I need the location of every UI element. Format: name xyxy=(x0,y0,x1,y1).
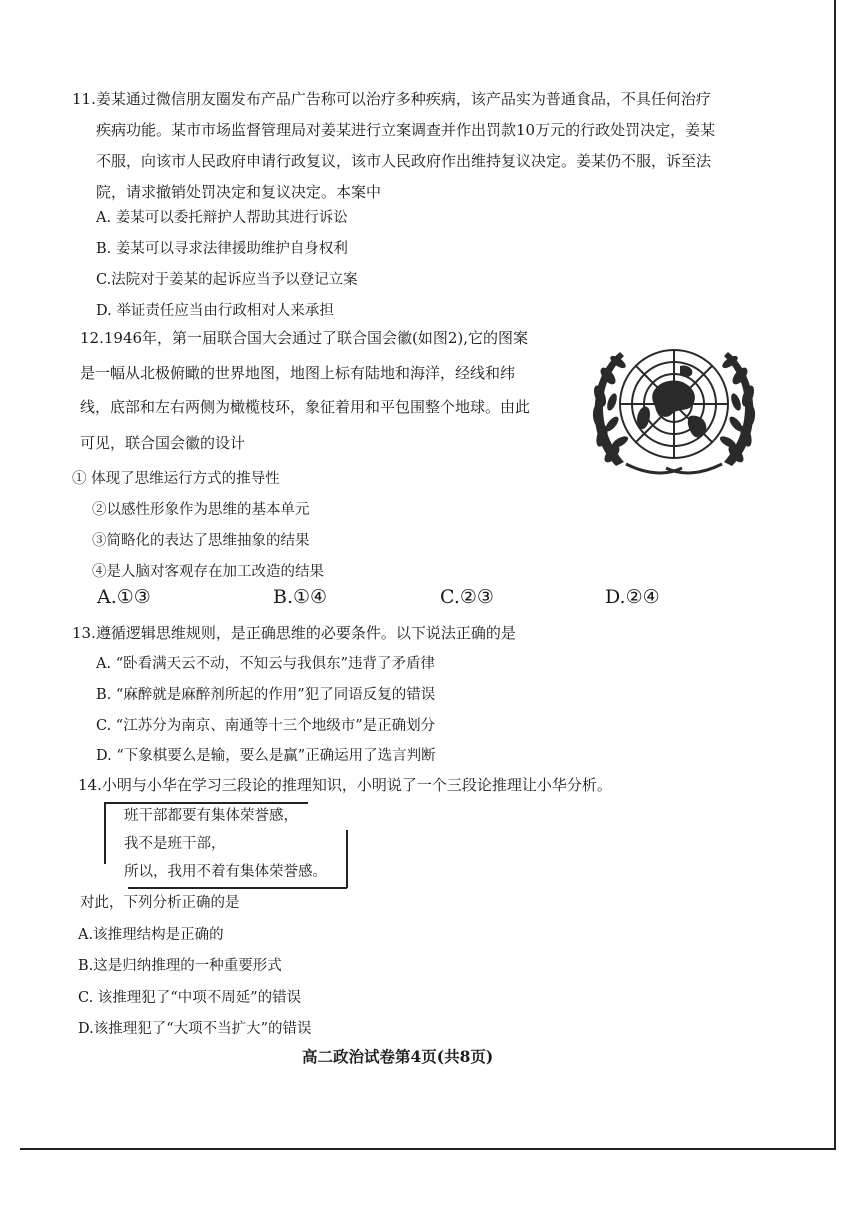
syllogism-minor-premise: 我不是班干部， xyxy=(124,836,226,852)
q12-statement-3: ③简略化的表达了思维抽象的结果 xyxy=(92,533,310,549)
q12-line-1: 12.1946年，第一届联合国大会通过了联合国会徽(如图2),它的图案 xyxy=(80,329,529,347)
page-right-border xyxy=(834,0,836,1150)
syllogism-major-premise: 班干部都要有集体荣誉感， xyxy=(124,808,298,824)
q11-line-4: 院，请求撤销处罚决定和复议决定。本案中 xyxy=(96,183,382,201)
q12-line-2: 是一幅从北极俯瞰的世界地图，地图上标有陆地和海洋，经线和纬 xyxy=(80,364,516,382)
q13-option-d: D. “下象棋要么是输，要么是赢”正确运用了选言判断 xyxy=(96,748,436,764)
q12-statement-1: ① 体现了思维运行方式的推导性 xyxy=(72,471,280,487)
q13-stem: 13.遵循逻辑思维规则，是正确思维的必要条件。以下说法正确的是 xyxy=(72,624,516,642)
q14-stem: 14.小明与小华在学习三段论的推理知识，小明说了一个三段论推理让小华分析。 xyxy=(78,776,612,794)
q14-lead: 对此，下列分析正确的是 xyxy=(80,895,240,911)
page-bottom-line xyxy=(20,1148,836,1150)
q14-option-a: A.该推理结构是正确的 xyxy=(78,927,224,943)
q11-option-d: D. 举证责任应当由行政相对人来承担 xyxy=(96,303,334,319)
q13-option-b: B. “麻醉就是麻醉剂所起的作用”犯了同语反复的错误 xyxy=(96,687,436,703)
q12-statement-4: ④是人脑对客观存在加工改造的结果 xyxy=(92,564,324,580)
q14-option-c: C. 该推理犯了“中项不周延”的错误 xyxy=(78,990,302,1006)
page-footer: 高二政治试卷第4页(共8页) xyxy=(302,1047,494,1066)
q11-option-c: C.法院对于姜某的起诉应当予以登记立案 xyxy=(96,272,358,288)
q12-choice-d: D.②④ xyxy=(605,586,660,608)
q14-option-d: D.该推理犯了“大项不当扩大”的错误 xyxy=(78,1021,312,1037)
syllogism-conclusion: 所以，我用不着有集体荣誉感。 xyxy=(124,864,327,880)
q12-line-4: 可见，联合国会徽的设计 xyxy=(80,434,246,452)
q11-line-2: 疾病功能。某市市场监督管理局对姜某进行立案调查并作出罚款10万元的行政处罚决定，姜某 xyxy=(96,121,716,139)
un-emblem-icon xyxy=(586,336,762,484)
q13-option-a: A. “卧看满天云不动，不知云与我俱东”违背了矛盾律 xyxy=(96,656,436,672)
q12-choice-b: B.①④ xyxy=(273,586,328,608)
q12-choice-c: C.②③ xyxy=(440,586,494,608)
q12-line-3: 线，底部和左右两侧为橄榄枝环，象征着用和平包围整个地球。由此 xyxy=(80,398,531,416)
q11-option-a: A. 姜某可以委托辩护人帮助其进行诉讼 xyxy=(96,210,348,226)
q13-option-c: C. “江苏分为南京、南通等十三个地级市”是正确划分 xyxy=(96,718,436,734)
q11-option-b: B. 姜某可以寻求法律援助维护自身权利 xyxy=(96,241,348,257)
q14-option-b: B.这是归纳推理的一种重要形式 xyxy=(78,958,282,974)
q11-line-1: 11.姜某通过微信朋友圈发布产品广告称可以治疗多种疾病，该产品实为普通食品，不具任何治疗 xyxy=(72,90,711,108)
q11-line-3: 不服，向该市人民政府申请行政复议，该市人民政府作出维持复议决定。姜某仍不服，诉至法 xyxy=(96,152,712,170)
q12-choice-a: A.①③ xyxy=(97,586,151,608)
q12-statement-2: ②以感性形象作为思维的基本单元 xyxy=(92,502,310,518)
